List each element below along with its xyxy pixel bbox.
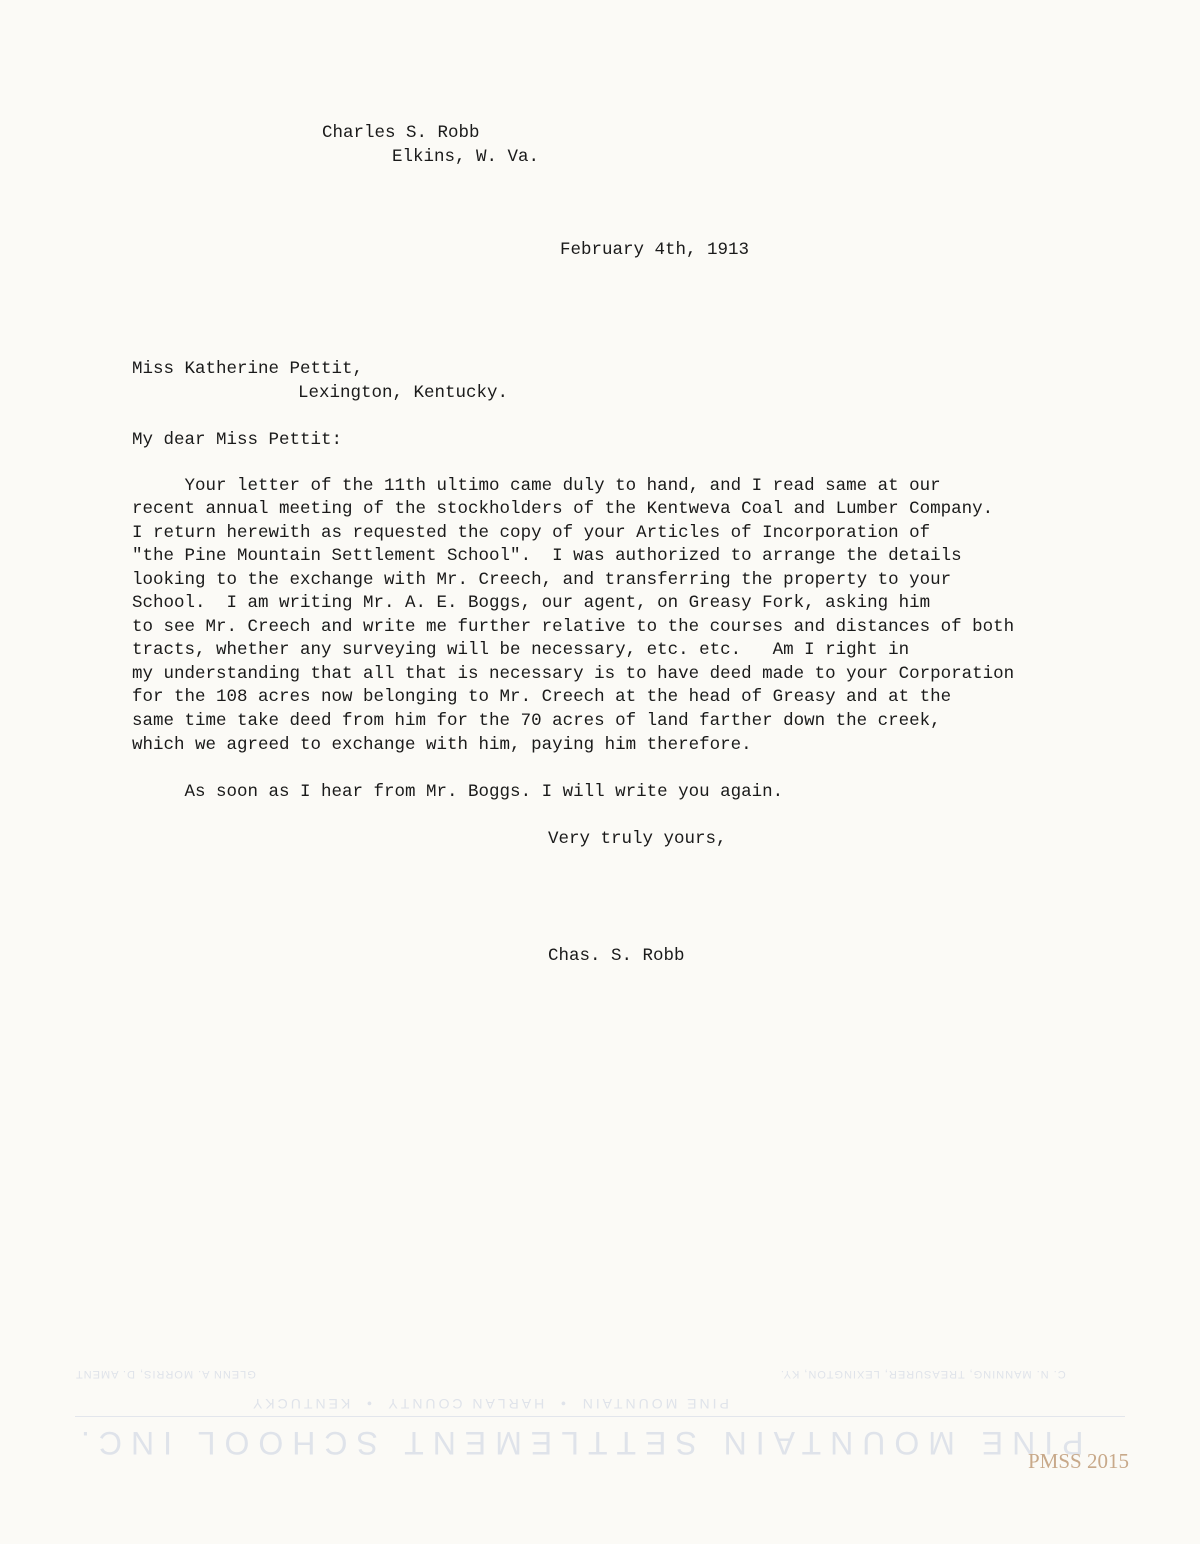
archive-stamp: PMSS 2015 xyxy=(1028,1449,1129,1473)
body-line: Your letter of the 11th ultimo came duly to hand, and I read same at our xyxy=(132,476,941,496)
signature: Chas. S. Robb xyxy=(548,946,685,966)
sender-location: Elkins, W. Va. xyxy=(392,147,540,167)
body-line: for the 108 acres now belonging to Mr. Creech at the head of Greasy and at the xyxy=(132,687,952,707)
body-line: to see Mr. Creech and write me further relative to the courses and distances of both xyxy=(132,617,1015,637)
closing: Very truly yours, xyxy=(548,829,727,849)
recipient-name: Miss Katherine Pettit, xyxy=(132,359,364,379)
body-line: recent annual meeting of the stockholders of the Kentweva Coal and Lumber Company. xyxy=(132,499,994,519)
body-line: same time take deed from him for the 70 acres of land farther down the creek, xyxy=(132,711,941,731)
body-line: "the Pine Mountain Settlement School". I was authorized to arrange the details xyxy=(132,546,962,566)
letter-date: February 4th, 1913 xyxy=(560,240,750,260)
bleed-title: PINE MOUNTAIN SETTLEMENT SCHOOL INC. xyxy=(72,1425,1084,1461)
body-line: I return herewith as requested the copy of your Articles of Incorporation of xyxy=(132,523,931,543)
paragraph-2: As soon as I hear from Mr. Boggs. I will write you again. xyxy=(132,782,784,802)
recipient-location: Lexington, Kentucky. xyxy=(298,383,509,403)
body-line: tracts, whether any surveying will be necessary, etc. etc. Am I right in xyxy=(132,640,910,660)
body-line: looking to the exchange with Mr. Creech, and transferring the property to your xyxy=(132,570,952,590)
body-line: my understanding that all that is necessary is to have deed made to your Corporation xyxy=(132,664,1015,684)
bleed-small-left: GLENN A. MORRIS, D. AMENT xyxy=(75,1368,256,1380)
bleed-small-right: C. N. MANNING, TREASURER, LEXINGTON, KY. xyxy=(780,1368,1066,1380)
body-line: which we agreed to exchange with him, paying him therefore. xyxy=(132,735,752,755)
salutation: My dear Miss Pettit: xyxy=(132,430,343,450)
sender-name: Charles S. Robb xyxy=(322,123,480,143)
bleed-address: PINE MOUNTAIN • HARLAN COUNTY • KENTUCKY xyxy=(250,1396,729,1412)
body-line: School. I am writing Mr. A. E. Boggs, our agent, on Greasy Fork, asking him xyxy=(132,593,931,613)
bleed-rule xyxy=(75,1416,1125,1417)
